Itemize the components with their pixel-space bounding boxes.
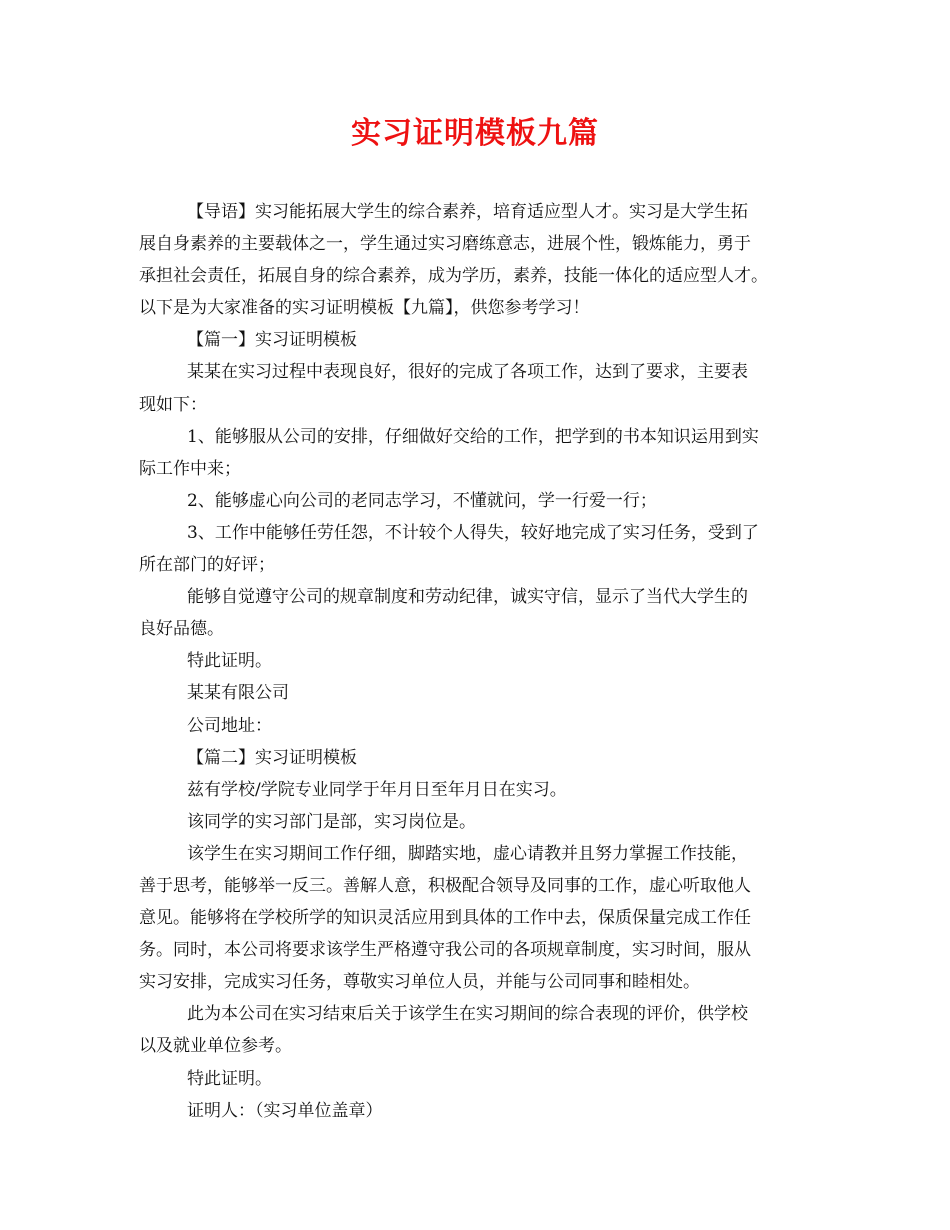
text-line: 展自身素养的主要载体之一，学生通过实习磨练意志，进展个性，锻炼能力，勇于 xyxy=(139,234,751,255)
document-body xyxy=(139,196,819,1127)
text-line: 【篇二】实习证明模板 xyxy=(187,747,357,768)
text-line: 以及就业单位参考。 xyxy=(139,1036,292,1057)
text-line: 能够自觉遵守公司的规章制度和劳动纪律，诚实守信，显示了当代大学生的 xyxy=(187,587,748,608)
text-line: 以下是为大家准备的实习证明模板【九篇】，供您参考学习！ xyxy=(139,298,590,319)
text-line: 实习安排，完成实习任务，尊敬实习单位人员，并能与公司同事和睦相处。 xyxy=(139,972,700,993)
text-line: 意见。能够将在学校所学的知识灵活应用到具体的工作中去，保质保量完成工作任 xyxy=(139,908,751,929)
text-line: 承担社会责任，拓展自身的综合素养，成为学历，素养，技能一体化的适应型人才。 xyxy=(139,266,768,287)
text-line: 特此证明。 xyxy=(187,651,272,672)
text-line: 某某有限公司 xyxy=(187,683,289,704)
text-line: 证明人：（实习单位盖章） xyxy=(187,1100,383,1121)
text-line: 2、能够虚心向公司的老同志学习，不懂就问，学一行爱一行； xyxy=(187,490,657,511)
text-line: 3、工作中能够任劳任怨，不计较个人得失，较好地完成了实习任务，受到了 xyxy=(187,522,759,543)
text-line: 某某在实习过程中表现良好，很好的完成了各项工作，达到了要求，主要表 xyxy=(187,362,748,383)
text-line: 【篇一】实习证明模板 xyxy=(187,330,357,351)
text-line: 兹有学校/学院专业同学于年月日至年月日在实习。 xyxy=(187,779,567,800)
text-line: 公司地址： xyxy=(187,715,272,736)
text-line: 所在部门的好评； xyxy=(139,555,275,576)
text-line: 此为本公司在实习结束后关于该学生在实习期间的综合表现的评价，供学校 xyxy=(187,1004,748,1025)
text-line: 现如下： xyxy=(139,394,207,415)
text-line: 务。同时，本公司将要求该学生严格遵守我公司的各项规章制度，实习时间，服从 xyxy=(139,940,751,961)
text-line: 1、能够服从公司的安排，仔细做好交给的工作，把学到的书本知识运用到实 xyxy=(187,426,759,447)
text-line: 【导语】实习能拓展大学生的综合素养，培育适应型人才。实习是大学生拓 xyxy=(187,202,748,222)
text-line: 特此证明。 xyxy=(187,1068,272,1089)
document-title: 实习证明模板九篇 xyxy=(351,116,599,151)
text-line: 该同学的实习部门是部，实习岗位是。 xyxy=(187,811,476,832)
text-line: 良好品德。 xyxy=(139,619,224,640)
text-line: 善于思考，能够举一反三。善解人意，积极配合领导及同事的工作，虚心听取他人 xyxy=(139,875,751,896)
text-line: 际工作中来； xyxy=(139,458,241,479)
text-line: 该学生在实习期间工作仔细，脚踏实地，虚心请教并且努力掌握工作技能， xyxy=(187,843,748,864)
